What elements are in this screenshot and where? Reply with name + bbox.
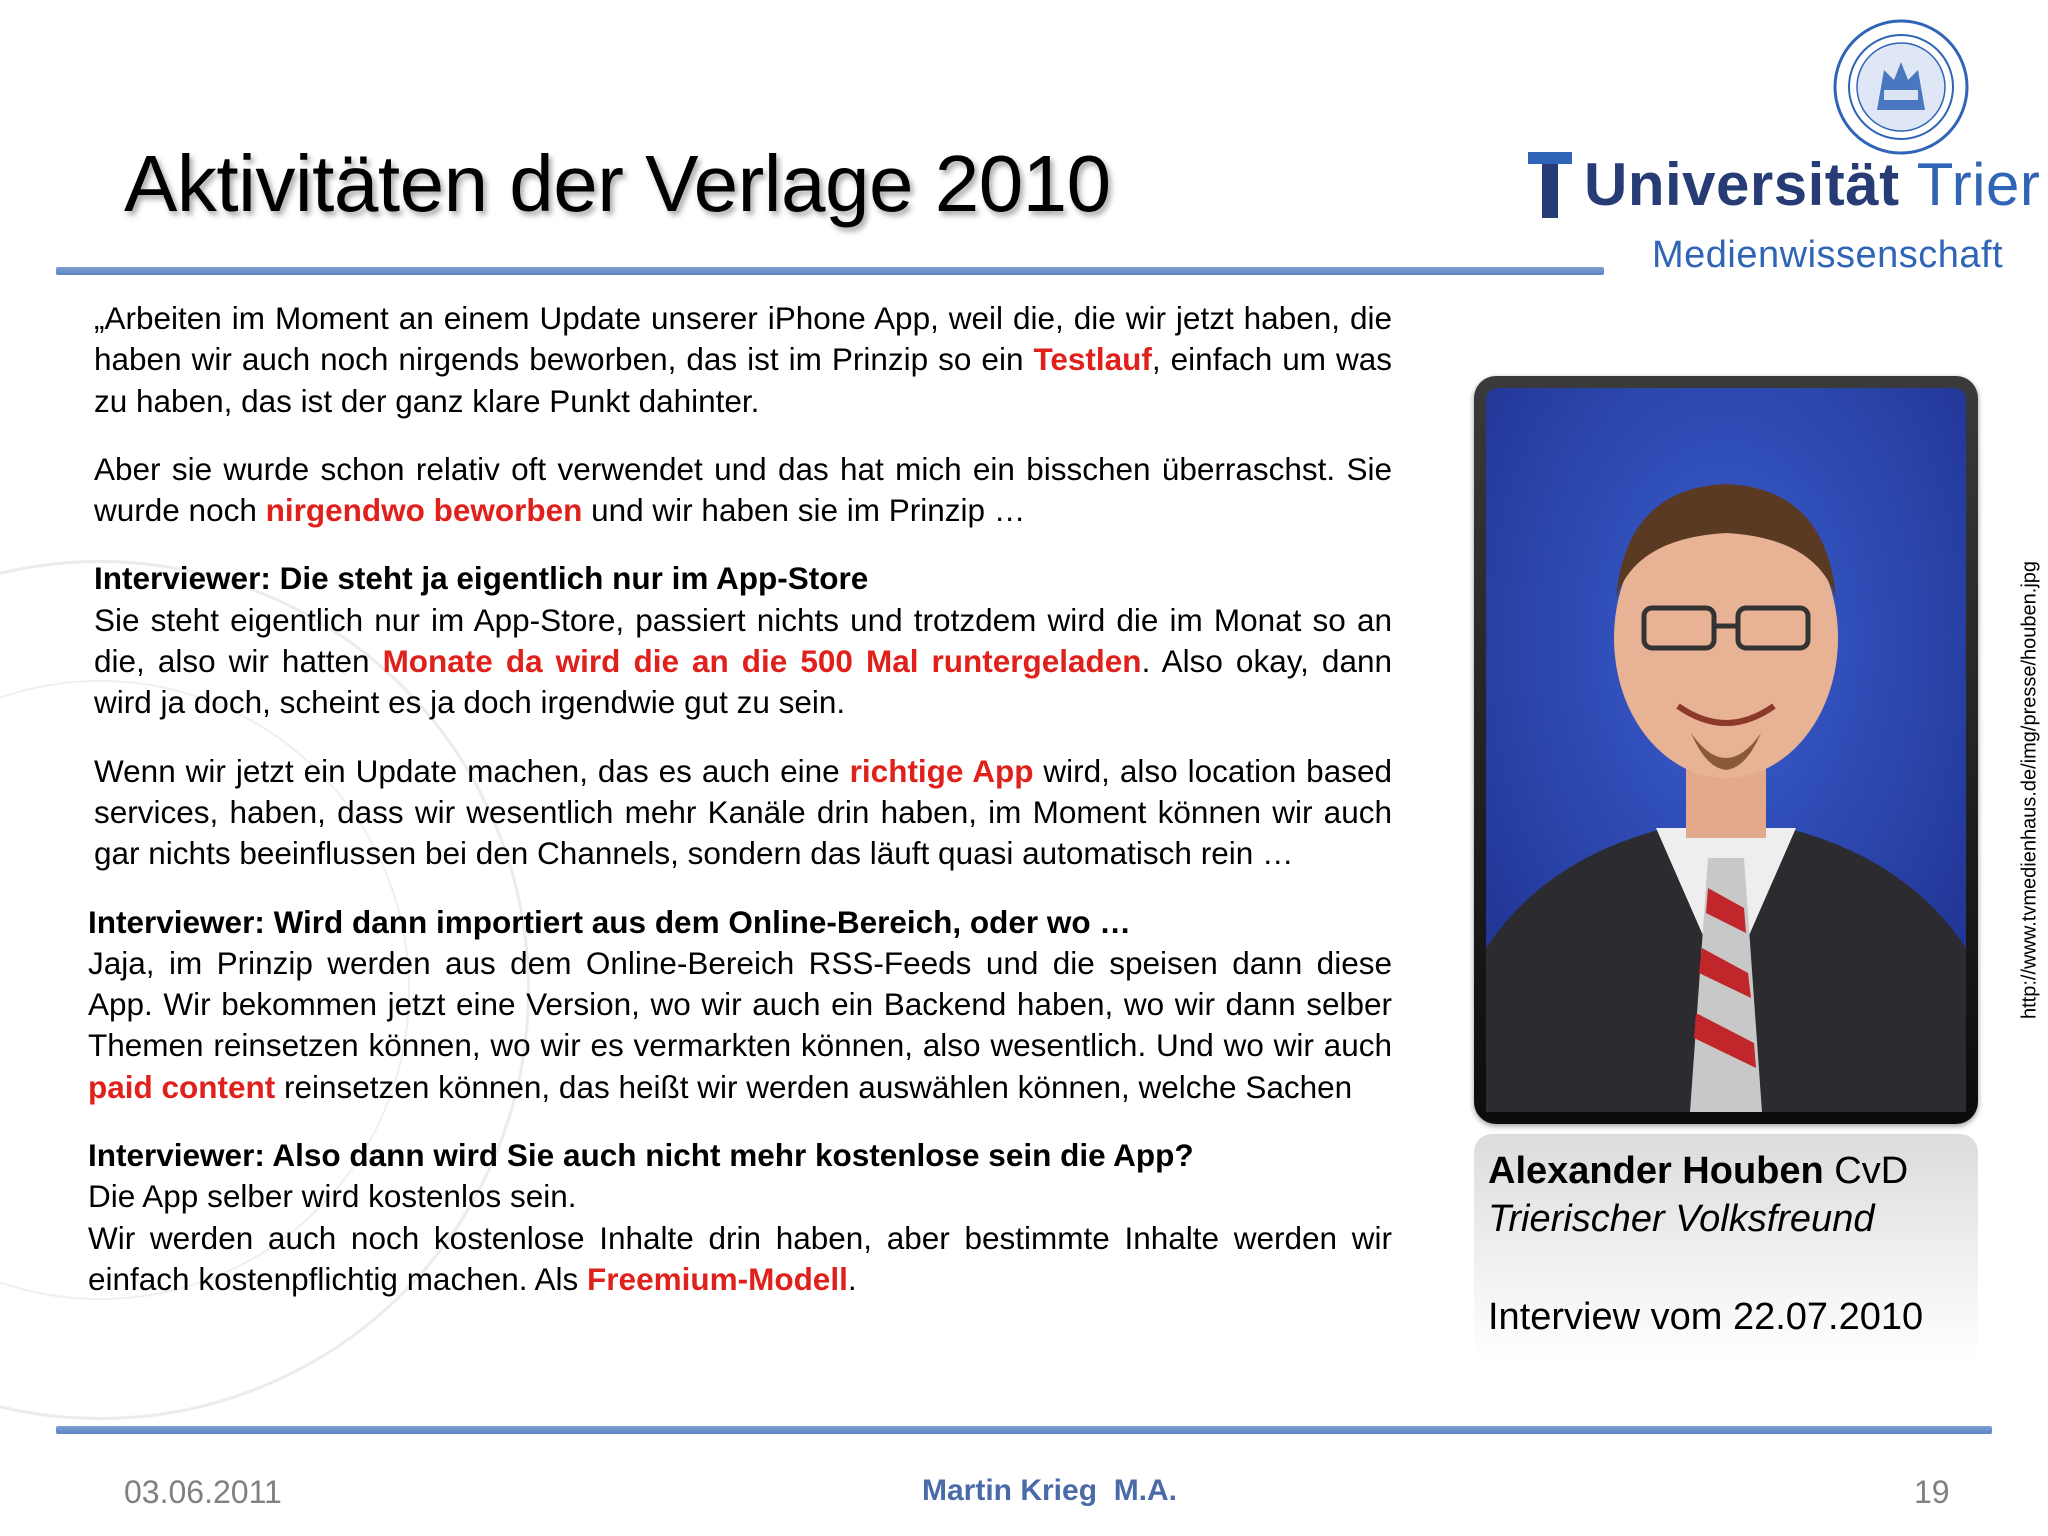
footer-author: Martin Krieg M.A.	[922, 1474, 1178, 1507]
university-name-part1: Universität	[1584, 151, 1900, 218]
text: Wir werden auch noch kostenlose Inhalte drin haben, aber bestimmte Inhalte werden wir einfach kostenpflichtig machen. Als	[88, 1219, 1392, 1297]
text: .	[847, 1260, 857, 1297]
text: Die App selber wird kostenlos sein.	[88, 1178, 577, 1215]
paragraph-6	[88, 1135, 1392, 1300]
caption-name-line	[1488, 1150, 1908, 1193]
text: und wir haben sie im Prinzip …	[582, 492, 1026, 529]
text: Wenn wir jetzt ein Update machen, das es auch eine	[94, 752, 850, 789]
highlight-testlauf: Testlauf	[1033, 341, 1152, 378]
footer-date: 03.06.2011	[124, 1474, 282, 1510]
text: „Arbeiten im Moment an einem Update unserer iPhone App, weil die, die wir jetzt haben, die haben wir auch noch nirgends beworben, das ist im Prinzip so ein	[94, 300, 1392, 378]
portrait-photo	[1486, 388, 1966, 1112]
highlight-richtige-app: richtige App	[849, 752, 1034, 789]
department-name: Medienwissenschaft	[1652, 234, 2004, 276]
university-mark-icon	[1528, 152, 1572, 218]
text: Jaja, im Prinzip werden aus dem Online-Bereich RSS-Feeds und die speisen dann diese App. Wir bekommen jetzt eine Version, wo wir auch ein Backend haben, wo wir dann selber Themen reinsetzen können, wo wir es vermarkten können, also wesentlich. Und wo wir auch	[88, 944, 1392, 1064]
text: reinsetzen können, das heißt wir werden auswählen können, welche Sachen	[275, 1068, 1353, 1105]
text: wird, also location based services, haben, dass wir wesentlich mehr Kanäle drin haben, im Moment können wir auch gar nichts beeinflussen bei den Channels, sondern das läuft quasi automatisch rein …	[94, 752, 1392, 872]
highlight-nirgendwo-beworben: nirgendwo beworben	[265, 492, 583, 529]
portrait-photo-frame	[1474, 376, 1978, 1124]
footer-rule	[56, 1426, 1992, 1434]
interviewer-question: Interviewer: Die steht ja eigentlich nur im App-Store	[94, 560, 869, 597]
paragraph-4	[94, 751, 1392, 875]
university-name	[1584, 150, 2040, 219]
highlight-freemium: Freemium-Modell	[587, 1260, 848, 1297]
paragraph-1	[94, 298, 1392, 422]
interviewee-name: Alexander Houben	[1488, 1150, 1824, 1192]
header-rule	[56, 267, 1604, 275]
interviewee-newspaper: Trierischer Volksfreund	[1488, 1198, 1875, 1240]
paragraph-3	[94, 558, 1392, 723]
university-name-part2: Trier	[1916, 151, 2041, 218]
interview-text	[88, 298, 1393, 1327]
photo-source-url: http://www.tvmedienhaus.de/img/presse/houben.jpg	[2018, 560, 2041, 1020]
highlight-paid-content: paid content	[88, 1068, 276, 1105]
text: Sie steht eigentlich nur im App-Store, passiert nichts und trotzdem wird die im Monat so an die, also wir hatten	[94, 601, 1392, 680]
page-number: 19	[1914, 1474, 1950, 1510]
text: Aber sie wurde schon relativ oft verwendet und das hat mich ein bisschen überraschst. Sie wurde noch	[94, 450, 1392, 529]
paragraph-2	[94, 449, 1392, 532]
interviewer-question: Interviewer: Also dann wird Sie auch nicht mehr kostenlose sein die App?	[88, 1137, 1194, 1174]
interviewee-role: CvD	[1834, 1150, 1909, 1192]
interviewer-question: Interviewer: Wird dann importiert aus dem Online-Bereich, oder wo …	[88, 903, 1131, 940]
paragraph-5	[88, 902, 1392, 1108]
highlight-downloads: Monate da wird die an die 500 Mal runtergeladen	[382, 643, 1142, 680]
text: , einfach um was zu haben, das ist der ganz klare Punkt dahinter.	[94, 341, 1393, 419]
university-seal-icon	[1832, 18, 1970, 156]
slide-title: Aktivitäten der Verlage 2010	[124, 139, 1111, 228]
text: . Also okay, dann wird ja doch, scheint es ja doch irgendwie gut zu sein.	[94, 643, 1393, 721]
interview-date: Interview vom 22.07.2010	[1488, 1296, 1924, 1338]
